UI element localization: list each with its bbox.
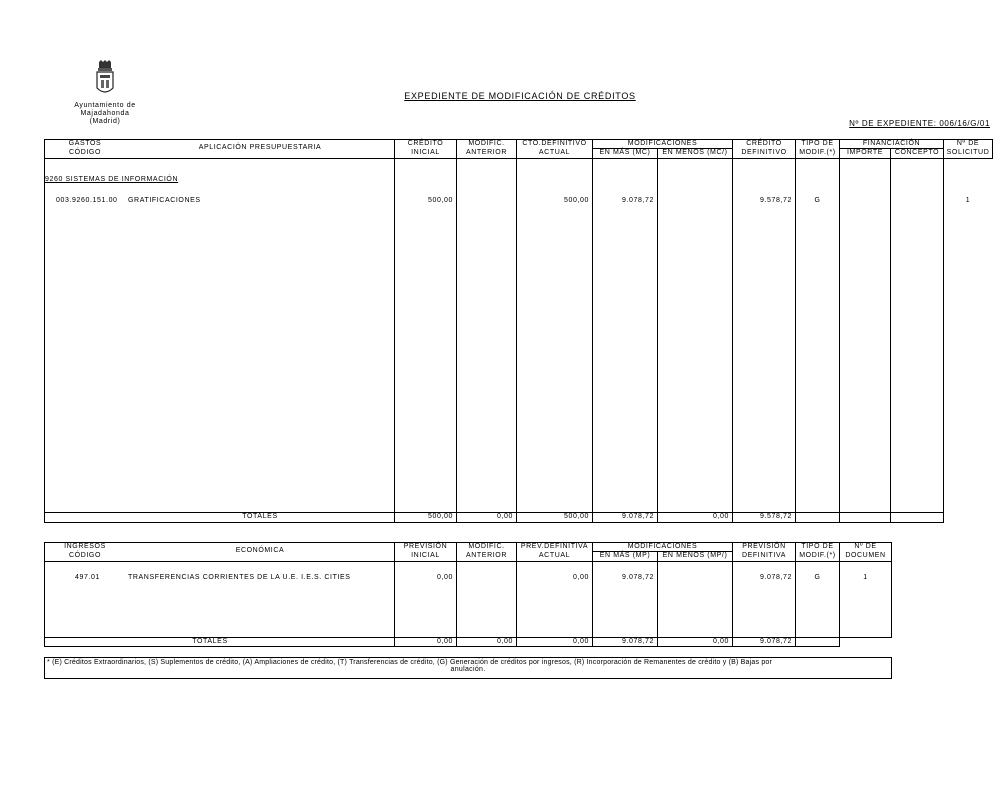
- ing-row-codigo: 497.01: [75, 574, 101, 581]
- ing-en-menos-header: EN MENOS (MP/): [662, 552, 728, 559]
- en-mas-header: EN MÁS (MC): [599, 149, 651, 156]
- aplicacion-header: APLICACIÓN PRESUPUESTARIA: [198, 144, 322, 151]
- ing-row-actual: 0,00: [572, 574, 589, 581]
- concepto-header: CONCEPTO: [894, 149, 940, 156]
- cto-definitivo-header-1: CTO.DEFINITIVO: [522, 140, 587, 147]
- documento-header-1: Nº DE: [854, 543, 877, 550]
- prevision-inicial-header-2: INICIAL: [411, 552, 440, 559]
- coat-of-arms-logo: [93, 60, 117, 98]
- credito-definitivo-header-2: DEFINITIVO: [741, 149, 787, 156]
- footnote-box: [44, 657, 892, 679]
- ing-en-mas-header: EN MÁS (MP): [599, 552, 651, 559]
- solicitud-header-2: SOLICITUD: [946, 149, 990, 156]
- modificaciones-header: MODIFICACIONES: [627, 140, 698, 147]
- ing-row-definitiva: 9.078,72: [759, 574, 792, 581]
- prevision-inicial-header-1: PREVISIÓN: [403, 543, 448, 550]
- credito-inicial-header-1: CRÉDITO: [407, 140, 444, 147]
- row-definitivo: 9.578,72: [759, 197, 792, 204]
- tipo-modif-header-2: MODIF.(*): [799, 149, 836, 156]
- prevision-definitiva-header-2: DEFINITIVA: [742, 552, 786, 559]
- row-solicitud: 1: [965, 197, 971, 204]
- row-en-mas: 9.078,72: [621, 197, 654, 204]
- footnote-line-2: anulación.: [450, 666, 486, 673]
- ing-totals-inicial: 0,00: [436, 638, 453, 645]
- solicitud-header-1: Nº DE: [956, 140, 980, 147]
- totals-actual: 500,00: [563, 513, 589, 520]
- ing-tipo-header-1: TIPO DE: [801, 543, 834, 550]
- cto-definitivo-header-2: ACTUAL: [538, 149, 571, 156]
- ing-row-tipo: G: [814, 574, 821, 581]
- org-line-2: Majadahonda: [80, 110, 130, 117]
- prevision-definitiva-header-1: PREVISIÓN: [742, 543, 786, 550]
- economica-header: ECONÓMICA: [235, 547, 285, 554]
- ing-modif-anterior-header-1: MODIFIC.: [468, 543, 505, 550]
- totals-definitivo: 9.578,72: [759, 513, 792, 520]
- ingresos-header: INGRESOS: [64, 543, 106, 550]
- row-tipo: G: [814, 197, 821, 204]
- row-inicial: 500,00: [427, 197, 453, 204]
- documento-header-2: DOCUMEN: [845, 552, 886, 559]
- totals-en-menos: 0,00: [712, 513, 729, 520]
- org-line-1: Ayuntamiento de: [74, 102, 136, 109]
- ing-modificaciones-header: MODIFICACIONES: [627, 543, 698, 550]
- row-descripcion: GRATIFICACIONES: [128, 197, 201, 204]
- org-name: [65, 102, 145, 126]
- ing-totals-actual: 0,00: [572, 638, 589, 645]
- ing-row-descripcion: TRANSFERENCIAS CORRIENTES DE LA U.E. I.E.S. CITIES: [128, 574, 351, 581]
- page-title: EXPEDIENTE DE MODIFICACIÓN DE CRÉDITOS: [404, 91, 636, 101]
- ing-totals-en-mas: 9.078,72: [621, 638, 654, 645]
- ing-modif-anterior-header-2: ANTERIOR: [466, 552, 507, 559]
- prev-definitiva-header-1: PREV.DEFINITIVA: [520, 543, 589, 550]
- modif-anterior-header-1: MODIFIC.: [468, 140, 505, 147]
- totals-inicial: 500,00: [427, 513, 453, 520]
- codigo-header: CÓDIGO: [69, 149, 101, 156]
- footnote-line-1: * (E) Créditos Extraordinarios, (S) Suplementos de crédito, (A) Ampliaciones de crédito, (T) Transferencias de crédito, (G) Generación de créditos por ingresos, (R) Incorporación de Remanentes de crédito y (B) Bajas por: [47, 659, 773, 666]
- financiacion-header: FINANCIACIÓN: [862, 140, 921, 147]
- row-actual: 500,00: [563, 197, 589, 204]
- org-line-3: (Madrid): [89, 118, 121, 125]
- tipo-modif-header-1: TIPO DE: [801, 140, 834, 147]
- ing-tipo-header-2: MODIF.(*): [799, 552, 836, 559]
- ing-totals-en-menos: 0,00: [712, 638, 729, 645]
- ing-row-documento: 1: [863, 574, 868, 581]
- ing-totals-definitiva: 9.078,72: [759, 638, 792, 645]
- ing-row-inicial: 0,00: [436, 574, 453, 581]
- modif-anterior-header-2: ANTERIOR: [466, 149, 507, 156]
- credito-inicial-header-2: INICIAL: [411, 149, 440, 156]
- ing-row-en-mas: 9.078,72: [621, 574, 654, 581]
- section-title: 9260 SISTEMAS DE INFORMACIÓN: [45, 176, 179, 183]
- ing-totals-anterior: 0,00: [496, 638, 513, 645]
- totals-anterior: 0,00: [496, 513, 513, 520]
- totals-label: TOTALES: [242, 513, 278, 520]
- expediente-number: Nº DE EXPEDIENTE: 006/16/G/01: [849, 119, 990, 128]
- prev-definitiva-header-2: ACTUAL: [538, 552, 571, 559]
- gastos-header: GASTOS: [68, 140, 102, 147]
- totals-en-mas: 9.078,72: [621, 513, 654, 520]
- ingresos-codigo-header: CÓDIGO: [69, 552, 101, 559]
- importe-header: IMPORTE: [847, 149, 883, 156]
- en-menos-header: EN MENOS (MC/): [662, 149, 728, 156]
- credito-definitivo-header-1: CRÉDITO: [746, 140, 782, 147]
- ing-totals-label: TOTALES: [192, 638, 228, 645]
- row-codigo: 003.9260.151.00: [56, 197, 118, 204]
